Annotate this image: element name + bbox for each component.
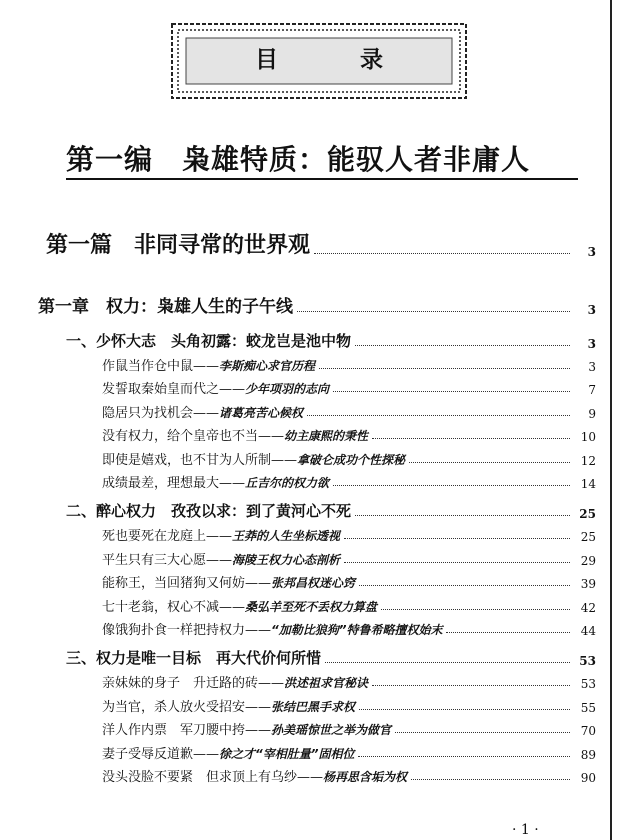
- item-subtitle: 孙美瑶惊世之举为做官: [271, 723, 392, 738]
- toc-entry-item[interactable]: [102, 619, 596, 638]
- toc-entry-item[interactable]: [102, 425, 596, 444]
- toc-entry-item[interactable]: [102, 472, 596, 491]
- page-edge-rule: [610, 0, 612, 840]
- item-subtitle: 海陵王权力心态剖析: [232, 552, 341, 567]
- leader-dots: [372, 684, 570, 686]
- item-title: 像饿狗扑食一样把持权力——: [102, 623, 272, 638]
- leader-dots: [358, 755, 570, 757]
- leader-dots: [314, 252, 570, 254]
- chapter-label: 第一章 权力：枭雄人生的子午线: [38, 297, 293, 317]
- page-number: 7: [588, 383, 596, 398]
- toc-entry-item[interactable]: [102, 378, 596, 397]
- toc-entry-item[interactable]: [102, 596, 596, 615]
- item-subtitle: 徐之才“宰相肚量”固相位: [219, 746, 355, 761]
- leader-dots: [297, 310, 570, 312]
- toc-entry-item[interactable]: [102, 549, 596, 568]
- leader-dots: [319, 367, 570, 369]
- leader-dots: [446, 631, 570, 633]
- toc-entry-item[interactable]: [102, 719, 596, 738]
- item-title: 能称王，当回猪狗又何妨——: [102, 576, 272, 592]
- piece-label: 第一篇 非同寻常的世界观: [46, 233, 311, 258]
- leader-dots: [333, 484, 570, 486]
- item-title: 七十老翁，权心不减——: [102, 599, 246, 615]
- item-subtitle: 幼主康熙的秉性: [284, 429, 369, 444]
- item-subtitle: 李斯痴心求官历程: [219, 359, 316, 373]
- leader-dots: [344, 537, 570, 539]
- toc-entry-section[interactable]: [66, 500, 596, 521]
- part-heading: 第一编 枭雄特质：能驭人者非庸人: [66, 143, 531, 176]
- page-number: 44: [580, 624, 596, 638]
- item-title: 没有权力，给个皇帝也不当——: [102, 429, 285, 445]
- item-subtitle: 王莽的人生坐标透视: [232, 529, 341, 544]
- item-subtitle: 杨再思含垢为权: [323, 770, 408, 784]
- page-number: 14: [580, 477, 596, 491]
- page-number: 55: [580, 700, 596, 715]
- leader-dots: [411, 778, 570, 780]
- part-underline: [66, 178, 578, 180]
- item-title: 成绩最差，理想最大——: [102, 476, 246, 491]
- leader-dots: [344, 561, 570, 563]
- toc-entry-item[interactable]: [102, 672, 596, 691]
- toc-entry-item[interactable]: [102, 402, 596, 421]
- toc-entry-item[interactable]: [102, 525, 596, 544]
- page-footer: · 1 ·: [512, 822, 539, 838]
- leader-dots: [359, 708, 570, 710]
- item-title: 死也要死在龙庭上——: [102, 529, 233, 545]
- item-title: 即使是嬉戏，也不甘为人所制——: [102, 452, 298, 468]
- toc-title-box: [170, 22, 468, 100]
- page-number: 53: [580, 677, 596, 692]
- leader-dots: [307, 414, 570, 416]
- page-number: 3: [587, 337, 596, 351]
- toc-entry-chapter[interactable]: [38, 292, 596, 317]
- item-title: 发誓取秦始皇而代之——: [102, 382, 246, 398]
- item-subtitle: 诸葛亮苦心候权: [219, 405, 304, 420]
- page-number: 12: [580, 453, 596, 468]
- toc-entry-item[interactable]: [102, 766, 596, 785]
- item-title: 妻子受辱反道歉——: [102, 746, 220, 762]
- leader-dots: [359, 584, 570, 586]
- page-number: 53: [579, 654, 596, 669]
- toc-entry-section[interactable]: [66, 330, 596, 351]
- toc-entry-item[interactable]: [102, 743, 596, 762]
- item-subtitle: “加勒比狼狗”特鲁希略擅权始末: [271, 623, 443, 637]
- page-number: 9: [588, 406, 596, 421]
- page-number: 89: [580, 747, 596, 762]
- item-title: 为当官，杀人放火受招安——: [102, 699, 272, 715]
- leader-dots: [355, 344, 570, 346]
- leader-dots: [409, 461, 570, 463]
- page-number: 29: [580, 553, 596, 568]
- leader-dots: [355, 514, 570, 516]
- toc-entry-item[interactable]: [102, 696, 596, 715]
- page-number: 70: [580, 724, 596, 739]
- section-label: 二、醉心权力 孜孜以求：到了黄河心不死: [66, 502, 352, 521]
- item-subtitle: 张结巴黑手求权: [271, 699, 356, 714]
- item-subtitle: 桑弘羊至死不丢权力算盘: [245, 599, 378, 614]
- title-char-1: 目: [255, 47, 278, 73]
- leader-dots: [395, 731, 570, 733]
- item-title: 洋人作内票 军刀腰中挎——: [102, 723, 272, 739]
- page-number: 3: [587, 245, 596, 259]
- toc-entry-item[interactable]: [102, 449, 596, 468]
- page-number: 90: [580, 771, 596, 785]
- item-subtitle: 张邦昌权迷心窍: [271, 576, 356, 591]
- page-number: 25: [579, 507, 596, 522]
- page-number: 3: [588, 360, 596, 374]
- item-title: 隐居只为找机会——: [102, 405, 220, 421]
- page-number: 25: [580, 530, 596, 545]
- page-number: 10: [580, 430, 596, 445]
- section-label: 一、少怀大志 头角初露：蛟龙岂是池中物: [66, 332, 352, 350]
- toc-entry-item[interactable]: [102, 572, 596, 591]
- section-label: 三、权力是唯一目标 再大代价何所惜: [66, 649, 322, 668]
- item-title: 平生只有三大心愿——: [102, 552, 233, 568]
- item-title: 没头没脸不要紧 但求顶上有乌纱——: [102, 770, 324, 785]
- toc-entry-section[interactable]: [66, 647, 596, 668]
- toc-entry-piece[interactable]: [46, 228, 596, 259]
- item-title: 亲妹妹的身子 升迁路的砖——: [102, 676, 285, 692]
- item-subtitle: 少年项羽的志向: [245, 382, 330, 397]
- title-char-2: 录: [360, 47, 383, 73]
- leader-dots: [381, 608, 570, 610]
- item-subtitle: 拿破仑成功个性探秘: [297, 452, 406, 467]
- page-number: 42: [580, 600, 596, 615]
- item-subtitle: 洪述祖求官秘诀: [284, 676, 369, 691]
- page-number: 39: [580, 577, 596, 592]
- item-title: 作鼠当作仓中鼠——: [102, 359, 220, 374]
- leader-dots: [325, 661, 570, 663]
- item-subtitle: 丘吉尔的权力欲: [245, 476, 330, 490]
- leader-dots: [333, 390, 570, 392]
- toc-entry-item[interactable]: [102, 355, 596, 374]
- page-number: 3: [587, 303, 596, 317]
- leader-dots: [372, 437, 570, 439]
